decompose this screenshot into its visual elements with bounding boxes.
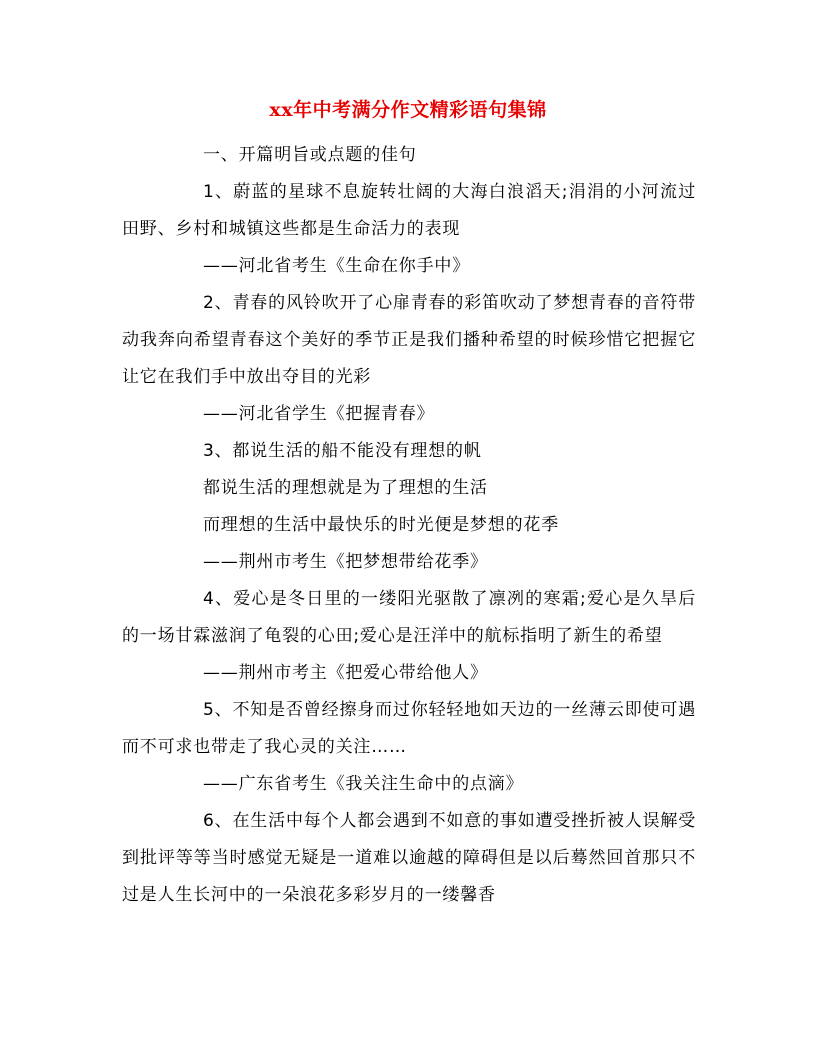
document-body — [122, 137, 696, 914]
paragraph-3-line-3: 而理想的生活中最快乐的时光便是梦想的花季 — [203, 515, 559, 535]
paragraph-4: 4、爱心是冬日里的一缕阳光驱散了凛冽的寒霜;爱心是久旱后的一场甘霖滋润了龟裂的心田;爱心是汪洋中的航标指明了新生的希望 — [122, 589, 696, 646]
paragraph-3-line-1: 3、都说生活的船不能没有理想的帆 — [203, 441, 482, 461]
attribution-4: ——荆州市考主《把爱心带给他人》 — [203, 663, 488, 683]
paragraph-6: 6、在生活中每个人都会遇到不如意的事如遭受挫折被人误解受到批评等等当时感觉无疑是一道难以逾越的障碍但是以后蓦然回首那只不过是人生长河中的一朵浪花多彩岁月的一缕馨香 — [122, 811, 696, 905]
paragraph-1: 1、蔚蓝的星球不息旋转壮阔的大海白浪滔天;涓涓的小河流过田野、乡村和城镇这些都是生命活力的表现 — [122, 182, 696, 239]
attribution-5: ——广东省考生《我关注生命中的点滴》 — [203, 774, 524, 794]
attribution-2: ——河北省学生《把握青春》 — [203, 404, 435, 424]
paragraph-2: 2、青春的风铃吹开了心扉青春的彩笛吹动了梦想青春的音符带动我奔向希望青春这个美好的季节正是我们播种希望的时候珍惜它把握它让它在我们手中放出夺目的光彩 — [122, 293, 696, 387]
document-title: xx年中考满分作文精彩语句集锦 — [269, 99, 547, 121]
section-heading: 一、开篇明旨或点题的佳句 — [203, 145, 417, 165]
paragraph-5: 5、不知是否曾经擦身而过你轻轻地如天边的一丝薄云即使可遇而不可求也带走了我心灵的关注…… — [122, 700, 696, 757]
attribution-1: ——河北省考生《生命在你手中》 — [203, 256, 470, 276]
attribution-3: ——荆州市考生《把梦想带给花季》 — [203, 552, 488, 572]
paragraph-3-line-2: 都说生活的理想就是为了理想的生活 — [203, 478, 488, 498]
